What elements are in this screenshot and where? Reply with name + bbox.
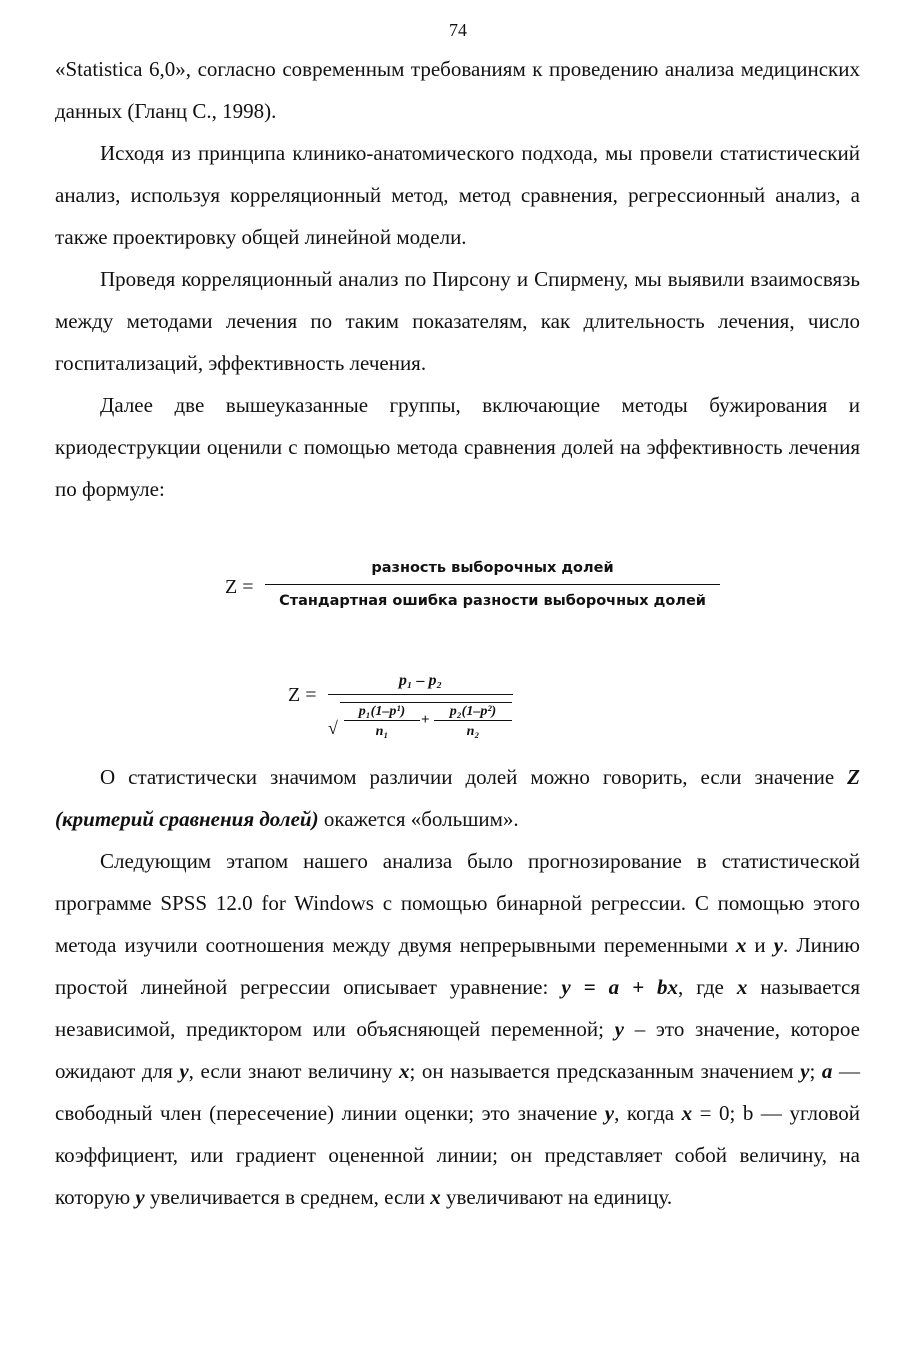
paragraph-5 [55,756,860,840]
formula-1-lhs: Z = [225,576,254,598]
sqrt-sign: √ [328,718,338,738]
paragraph-5-text-1: О статистически значимом различии долей можно говорить, если значение [100,765,848,789]
var-y: y [135,1185,145,1209]
page-number: 74 [449,20,467,40]
var-y: y [800,1059,810,1083]
var-x: x [681,1101,693,1125]
p6-text: ; [809,1059,822,1083]
formula-2-subfraction-2 [434,704,512,743]
var-y: y [614,1017,624,1041]
sqrt-overline [340,702,512,703]
p6-text: увеличивают на единицу. [440,1185,673,1209]
formula-2-fraction-bar [328,694,513,695]
var-x: x [430,1185,441,1209]
formula-2-plus: + [421,712,430,728]
subfraction-2-denominator: n₂ [466,724,480,739]
paragraph-6 [55,840,860,1218]
p6-text: , если знают величину [188,1059,399,1083]
var-x: x [398,1059,410,1083]
formula-2 [288,672,528,752]
p6-text: , когда [614,1101,682,1125]
subfraction-1-denominator: n₁ [375,724,389,739]
paragraph-4: Далее две вышеуказанные группы, включающие методы бужирования и криодеструкции оценили с помощью метода сравнения долей на эффективность лечения по формуле: [55,393,860,501]
z-criterion-term: Z (критерий сравнения долей) [55,765,860,831]
subfraction-2-numerator: p₂(1–p²) [434,704,512,721]
p6-text: — свободный член (пересечение) линии оценки; это значение [55,1059,860,1125]
p6-text: – это значение, которое ожидают для [55,1017,860,1083]
formula-1-denominator: Стандартная ошибка разности выборочных долей [279,593,706,609]
var-y: y [179,1059,189,1083]
p6-text: . Линию простой линейной регрессии описывает уравнение: [55,933,860,999]
p6-text: увеличивается в среднем, если [144,1185,431,1209]
paragraph-3: Проведя корреляционный анализ по Пирсону и Спирмену, мы выявили взаимосвязь между методами лечения по таким показателям, как длительность лечения, число госпитализаций, эффективность лечения. [55,267,860,375]
paragraph-5-text-2: окажется «большим». [318,807,519,831]
p6-text: , где [678,975,737,999]
var-x: x [735,933,747,957]
p6-text: называется независимой, предиктором или объясняющей переменной; [55,975,860,1041]
p6-text: ; он называется предсказанным значением [409,1059,801,1083]
formula-1-fraction-bar [265,584,720,585]
formula-2-lhs: Z = [288,684,317,706]
paragraph-1: «Statistica 6,0», согласно современным требованиям к проведению анализа медицинских данных (Гланц С., 1998). [55,57,860,123]
subfraction-1-numerator: p₁(1–p¹) [344,704,420,721]
p6-text: Следующим этапом нашего анализа было прогнозирование в статистической программе SPSS 12.0 for Windows с помощью бинарной регрессии. С помощью этого метода изучили соотношения между двумя непрерывными переменными [55,849,860,957]
var-x: x [736,975,748,999]
paragraph-2: Исходя из принципа клинико-анатомического подхода, мы провели статистический анализ, используя корреляционный метод, метод сравнения, регрессионный анализ, а также проектировку общей линейной модели. [55,141,860,249]
var-y: y [604,1101,615,1125]
formula-1-numerator: разность выборочных долей [371,560,614,576]
formula-2-subfraction-1 [344,704,420,743]
regression-equation: y = a + bx [561,975,679,999]
var-a: a [821,1059,833,1083]
p6-text: и [746,933,774,957]
var-y: y [773,933,784,957]
formula-2-numerator: p₁ – p₂ [398,672,443,689]
formula-1 [225,560,725,620]
p6-text: = 0; b — угловой коэффициент, или градиент оцененной линии; он представляет собой величину, на которую [55,1101,860,1209]
